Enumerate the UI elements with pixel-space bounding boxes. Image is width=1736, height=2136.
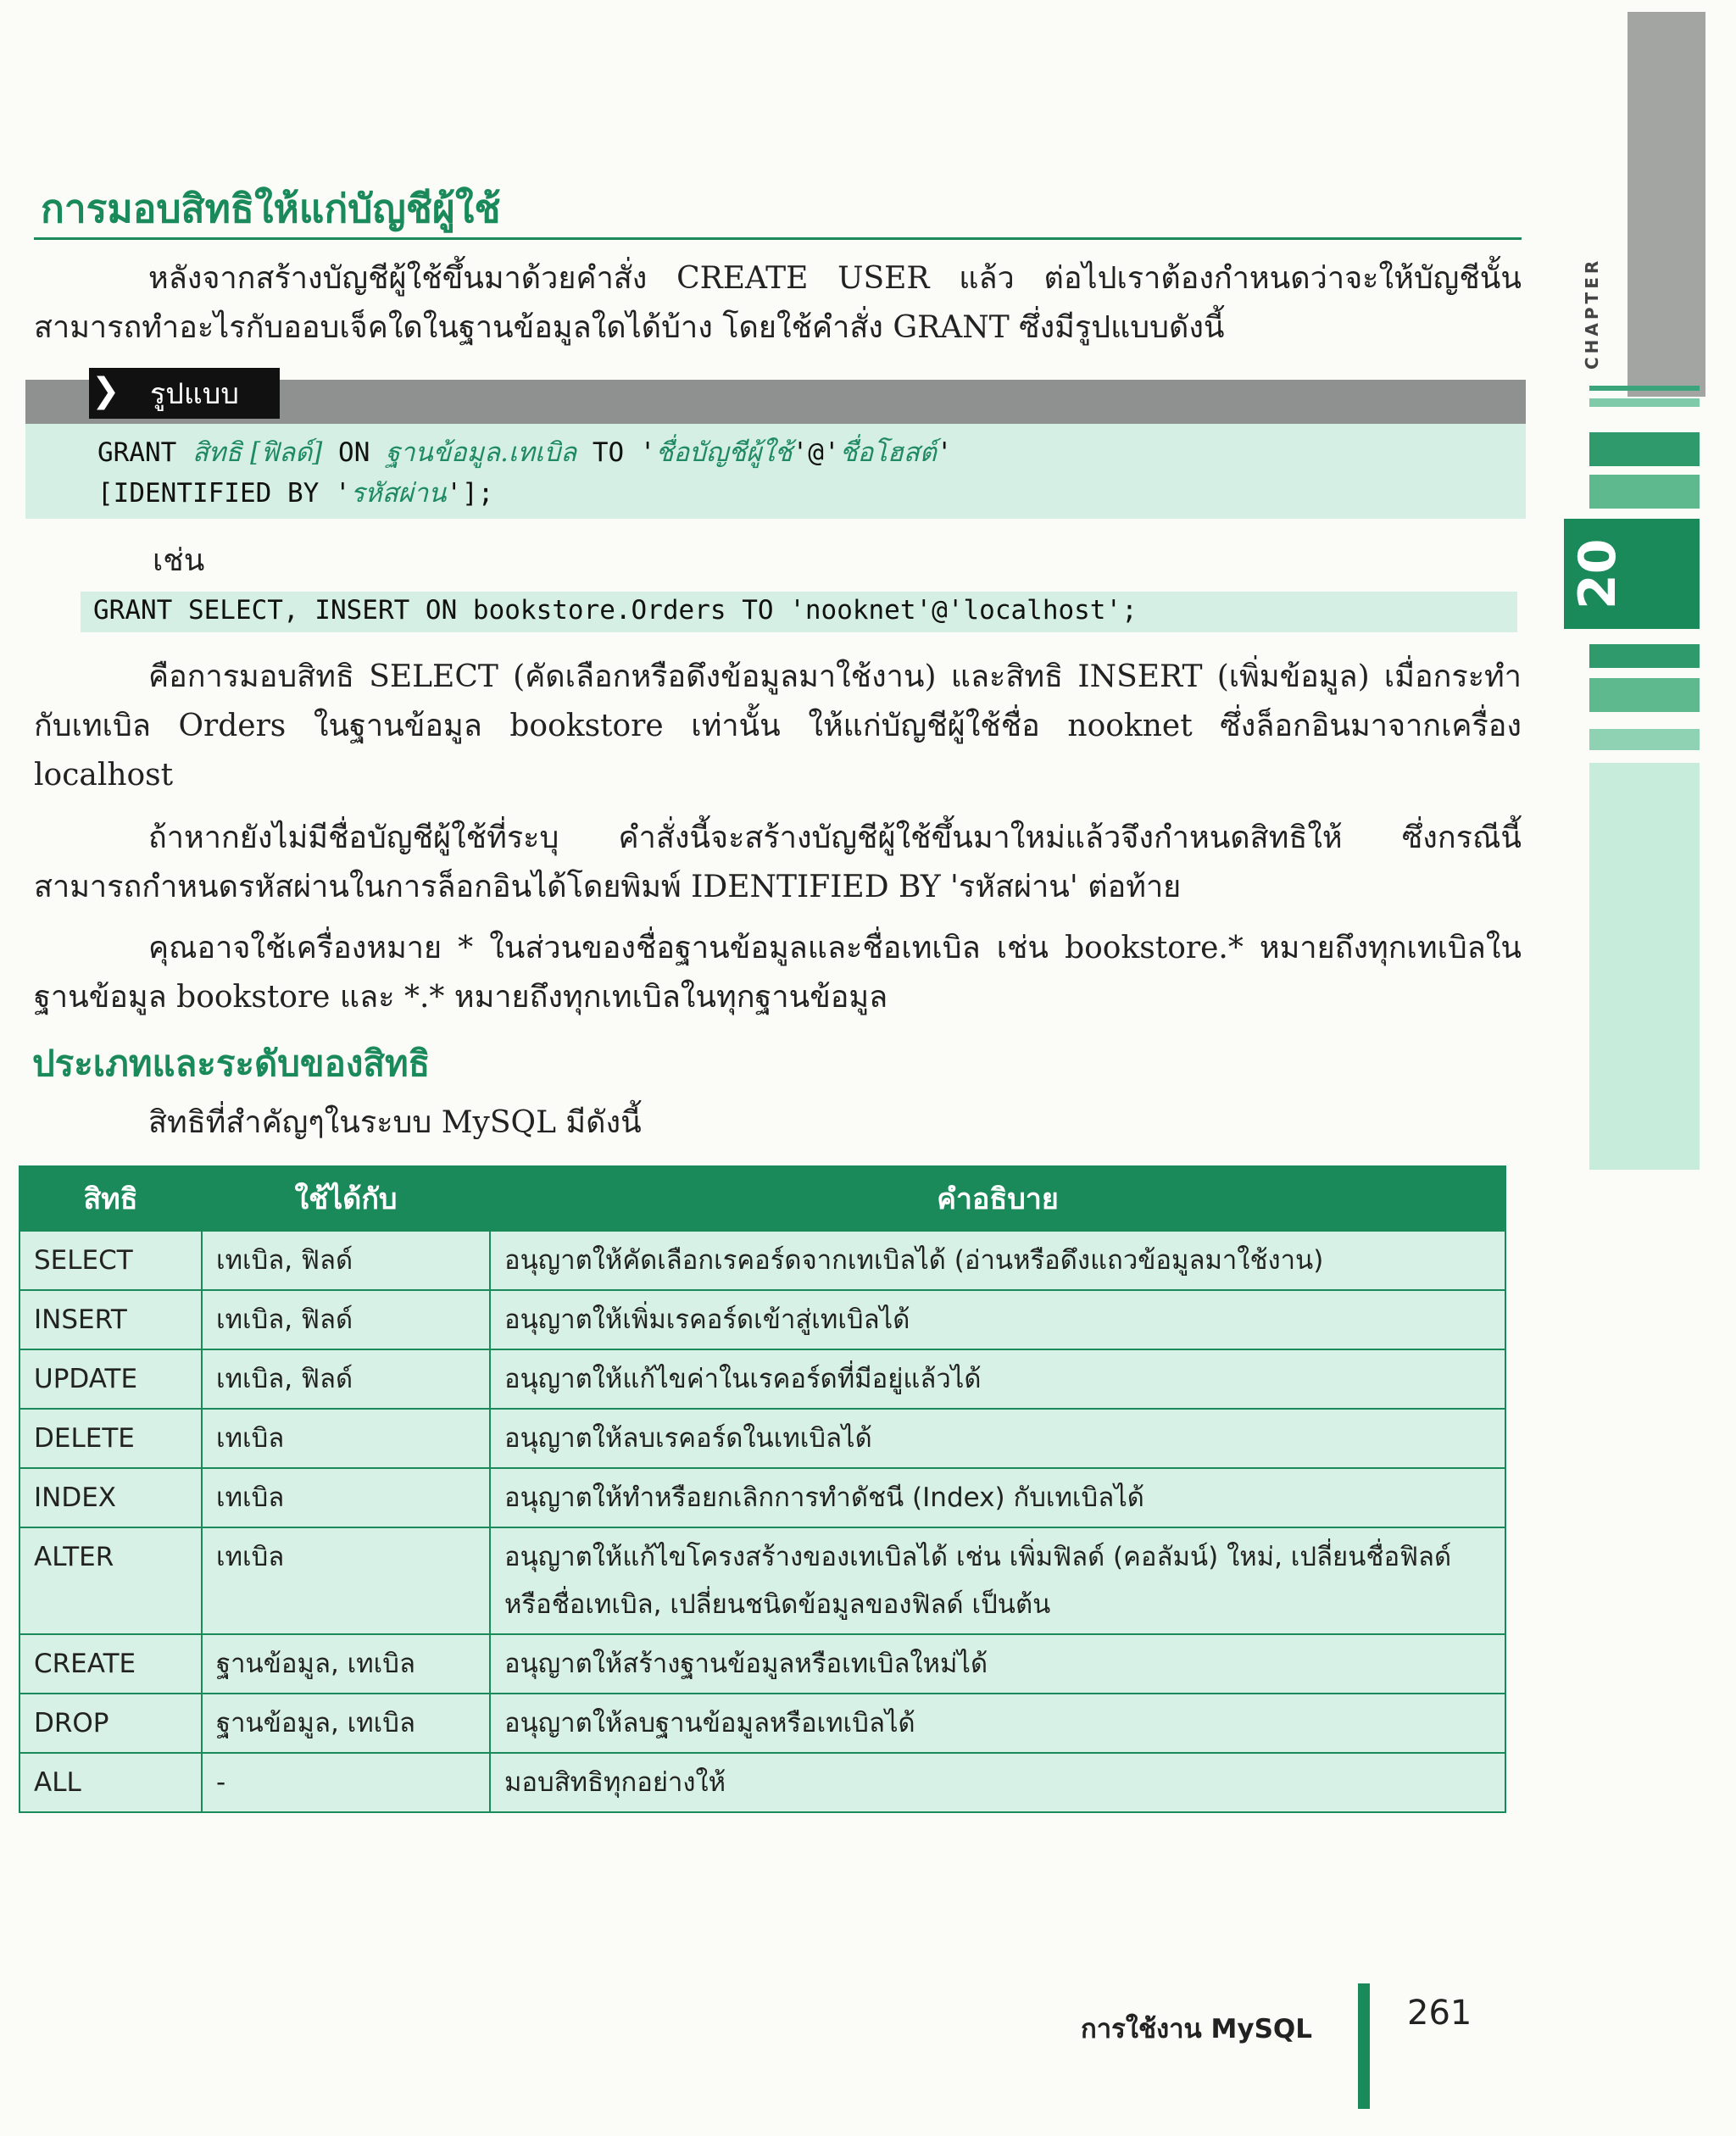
privilege-cell: ALL [19, 1753, 202, 1812]
column-header: สิทธิ [19, 1166, 202, 1231]
privilege-cell: INDEX [19, 1468, 202, 1527]
description-cell: มอบสิทธิทุกอย่างให้ [490, 1753, 1505, 1812]
example-code: GRANT SELECT, INSERT ON bookstore.Orders TO 'nooknet'@'localhost'; [93, 595, 1138, 626]
example-label: เช่น [153, 543, 205, 578]
table-row [19, 1694, 1505, 1753]
syntax-line-1: GRANT สิทธิ [ฟิลด์] ON ฐานข้อมูล.เทเบิล TO 'ชื่อบัญชีผู้ใช้'@'ชื่อโฮสต์' [97, 437, 953, 468]
chapter-stripe [1589, 386, 1700, 391]
page-number: 261 [1407, 1994, 1472, 2033]
subsection-intro: สิทธิที่สำคัญๆในระบบ MySQL มีดังนี้ [148, 1105, 642, 1140]
table-row [19, 1349, 1505, 1409]
applies-cell: ฐานข้อมูล, เทเบิล [202, 1634, 490, 1694]
chapter-stripe [1589, 398, 1700, 407]
chapter-sidebar-gray [1628, 12, 1705, 397]
applies-cell: ฐานข้อมูล, เทเบิล [202, 1694, 490, 1753]
applies-cell: เทเบิล [202, 1468, 490, 1527]
privileges-table [19, 1165, 1506, 1813]
title-rule [34, 237, 1522, 240]
description-cell: อนุญาตให้สร้างฐานข้อมูลหรือเทเบิลใหม่ได้ [490, 1634, 1505, 1694]
applies-cell: เทเบิล, ฟิลด์ [202, 1349, 490, 1409]
applies-cell: เทเบิล [202, 1409, 490, 1468]
description-cell: อนุญาตให้แก้ไขค่าในเรคอร์ดที่มีอยู่แล้วได้ [490, 1349, 1505, 1409]
explanation-paragraph: คือการมอบสิทธิ SELECT (คัดเลือกหรือดึงข้อมูลมาใช้งาน) และสิทธิ INSERT (เพิ่มข้อมูล) เมื่อกระทำกับเทเบิล Orders ในฐานข้อมูล bookstore เท่านั้น ให้แก่บัญชีผู้ใช้ชื่อ nooknet ซึ่งล็อกอินมาจากเครื่อง localhost [34, 659, 1522, 793]
applies-cell: เทเบิล, ฟิลด์ [202, 1290, 490, 1349]
table-row [19, 1634, 1505, 1694]
chapter-label: CHAPTER [1582, 257, 1602, 370]
chevron-right-icon: ❯ [92, 371, 120, 410]
intro-paragraph: หลังจากสร้างบัญชีผู้ใช้ขึ้นมาด้วยคำสั่ง CREATE USER แล้ว ต่อไปเราต้องกำหนดว่าจะให้บัญชีนั้นสามารถทำอะไรกับออบเจ็คใดในฐานข้อมูลใดได้บ้าง โดยใช้คำสั่ง GRANT ซึ่งมีรูปแบบดังนี้ [34, 261, 1522, 345]
table-row [19, 1231, 1505, 1290]
column-header: คำอธิบาย [490, 1166, 1505, 1231]
chapter-stripe [1589, 475, 1700, 509]
table-row [19, 1527, 1505, 1634]
footer-divider [1358, 1983, 1370, 2109]
description-cell: อนุญาตให้แก้ไขโครงสร้างของเทเบิลได้ เช่น เพิ่มฟิลด์ (คอลัมน์) ใหม่, เปลี่ยนชื่อฟิลด์หรือชื่อเทเบิล, เปลี่ยนชนิดข้อมูลของฟิลด์ เป็นต้น [490, 1527, 1505, 1634]
section-title: การมอบสิทธิให้แก่บัญชีผู้ใช้ [41, 186, 501, 231]
chapter-number: 20 [1568, 538, 1628, 609]
description-cell: อนุญาตให้ลบฐานข้อมูลหรือเทเบิลได้ [490, 1694, 1505, 1753]
privilege-cell: INSERT [19, 1290, 202, 1349]
table-row [19, 1468, 1505, 1527]
table-row [19, 1753, 1505, 1812]
privilege-cell: DROP [19, 1694, 202, 1753]
syntax-line-2: [IDENTIFIED BY 'รหัสผ่าน']; [97, 478, 494, 509]
privilege-cell: UPDATE [19, 1349, 202, 1409]
footer-book-title: การใช้งาน MySQL [1081, 2014, 1313, 2044]
chapter-stripe [1589, 678, 1700, 712]
privilege-cell: ALTER [19, 1527, 202, 1634]
subsection-title: ประเภทและระดับของสิทธิ [32, 1043, 431, 1084]
description-cell: อนุญาตให้ลบเรคอร์ดในเทเบิลได้ [490, 1409, 1505, 1468]
column-header: ใช้ได้กับ [202, 1166, 490, 1231]
table-row [19, 1290, 1505, 1349]
applies-cell: เทเบิล, ฟิลด์ [202, 1231, 490, 1290]
description-cell: อนุญาตให้คัดเลือกเรคอร์ดจากเทเบิลได้ (อ่านหรือดึงแถวข้อมูลมาใช้งาน) [490, 1231, 1505, 1290]
new-user-paragraph: ถ้าหากยังไม่มีชื่อบัญชีผู้ใช้ที่ระบุ คำสั่งนี้จะสร้างบัญชีผู้ใช้ขึ้นมาใหม่แล้วจึงกำหนดสิทธิให้ ซึ่งกรณีนี้สามารถกำหนดรหัสผ่านในการล็อกอินได้โดยพิมพ์ IDENTIFIED BY 'รหัสผ่าน' ต่อท้าย [34, 820, 1522, 904]
applies-cell: - [202, 1753, 490, 1812]
table-row [19, 1409, 1505, 1468]
applies-cell: เทเบิล [202, 1527, 490, 1634]
chapter-stripe [1589, 432, 1700, 466]
table-header-row [19, 1166, 1505, 1231]
privilege-cell: CREATE [19, 1634, 202, 1694]
chapter-stripe [1589, 729, 1700, 750]
description-cell: อนุญาตให้ทำหรือยกเลิกการทำดัชนี (Index) กับเทเบิลได้ [490, 1468, 1505, 1527]
chapter-stripe [1589, 763, 1700, 1170]
syntax-label: รูปแบบ [89, 368, 280, 419]
privilege-cell: SELECT [19, 1231, 202, 1290]
description-cell: อนุญาตให้เพิ่มเรคอร์ดเข้าสู่เทเบิลได้ [490, 1290, 1505, 1349]
chapter-stripe [1589, 644, 1700, 668]
wildcard-paragraph: คุณอาจใช้เครื่องหมาย * ในส่วนของชื่อฐานข้อมูลและชื่อเทเบิล เช่น bookstore.* หมายถึงทุกเทเบิลในฐานข้อมูล bookstore และ *.* หมายถึงทุกเทเบิลในทุกฐานข้อมูล [34, 931, 1522, 1015]
privilege-cell: DELETE [19, 1409, 202, 1468]
